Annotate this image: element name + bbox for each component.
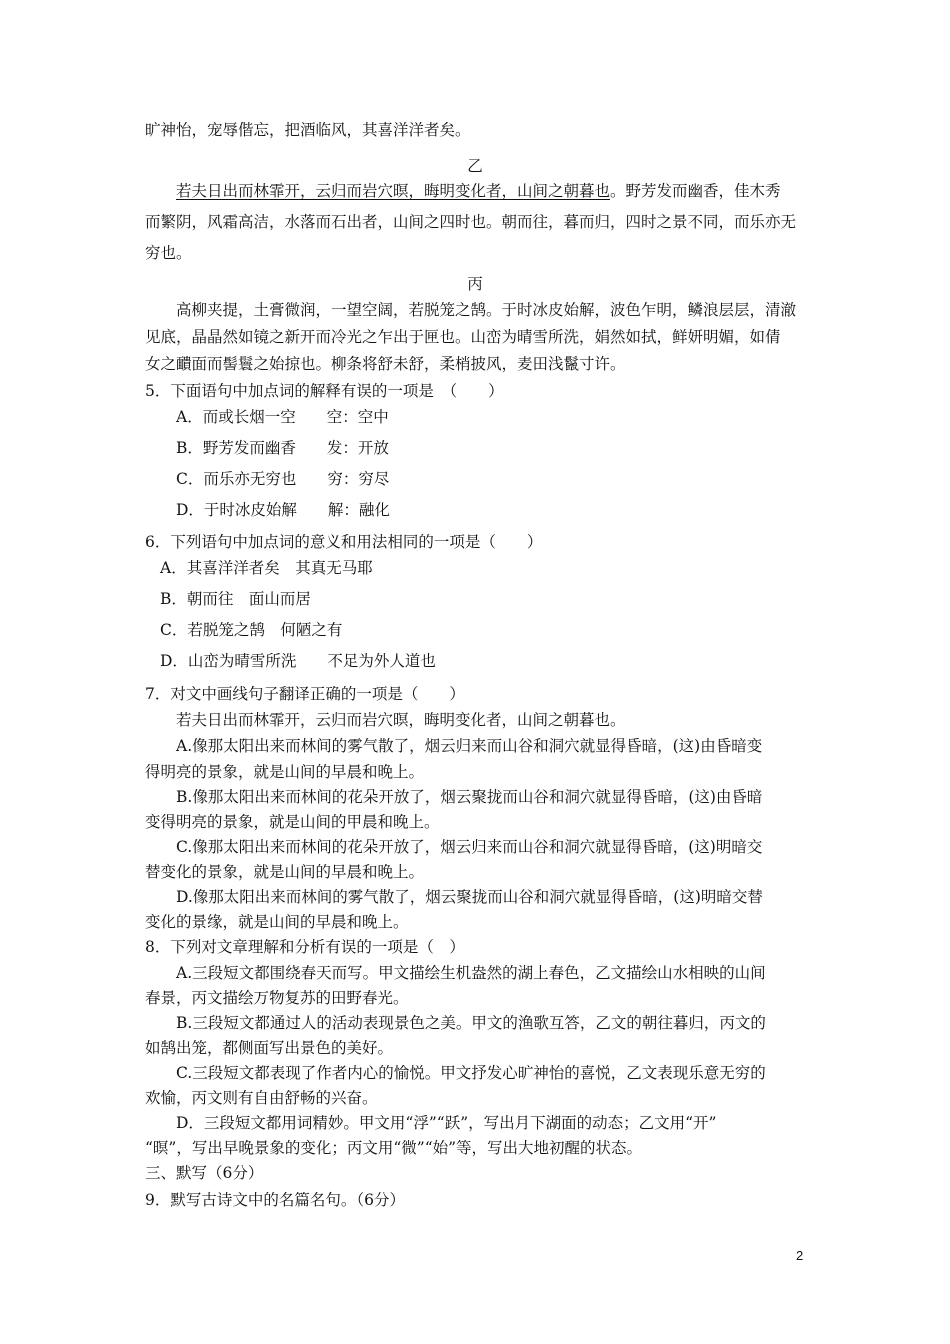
q8-line-7: D．三段短文都用词精妙。甲文用“浮”“跃”，写出月下湖面的动态；乙文用“开” [176, 1114, 717, 1132]
q7-line-1: A.像那太阳出来而林间的雾气散了，烟云归来而山谷和洞穴就显得昏暗，(这)由昏暗变 [176, 737, 763, 755]
passage-yi-title: 乙 [467, 157, 483, 175]
q6-option-a: A．其喜洋洋者矣 其真无马耶 [160, 559, 373, 577]
passage-yi-line-3: 穷也。 [145, 244, 192, 262]
q5-option-b: B．野芳发而幽香 发：开放 [176, 439, 389, 457]
passage-yi-line-2: 而繁阴，风霜高洁，水落而石出者，山间之四时也。朝而往，暮而归，四时之景不同，而乐亦无 [145, 213, 797, 231]
q7-line-8: 变化的景缘，就是山间的早晨和晚上。 [145, 913, 409, 931]
q8-line-8: “暝”，写出早晚景象的变化；丙文用“微”“始”等，写出大地初醒的状态。 [145, 1139, 643, 1157]
q7-line-7: D.像那太阳出来而林间的雾气散了，烟云聚拢而山谷和洞穴就显得昏暗，(这)明暗交替 [176, 888, 763, 906]
q6-option-d: D．山峦为晴雪所洗 不足为外人道也 [160, 652, 436, 670]
page-number: 2 [796, 1248, 804, 1263]
passage-yi-line-1 [176, 181, 781, 201]
q7-line-5: C.像那太阳出来而林间的花朵开放了，烟云归来而山谷和洞穴就显得昏暗，(这)明暗交 [176, 838, 763, 856]
passage-bing-title: 丙 [467, 275, 483, 293]
question-5-stem: 5．下面语句中加点词的解释有误的一项是 （ ） [145, 382, 504, 400]
q7-line-6: 替变化的景象，就是山间的早晨和晚上。 [145, 863, 425, 881]
q8-line-1: A.三段短文都围绕春天而写。甲文描绘生机盎然的湖上春色，乙文描绘山水相映的山间 [176, 964, 766, 982]
q6-option-b: B．朝而往 面山而居 [160, 590, 311, 608]
question-9-stem: 9．默写古诗文中的名篇名句。（6分） [145, 1191, 405, 1209]
q7-line-2: 得明亮的景象，就是山间的早晨和晚上。 [145, 763, 425, 781]
q5-option-c: C．而乐亦无穷也 穷：穷尽 [176, 470, 390, 488]
q7-line-3: B.像那太阳出来而林间的花朵开放了，烟云聚拢而山谷和洞穴就显得昏暗，(这)由昏暗 [176, 788, 763, 806]
q7-quote: 若夫日出而林霏开，云归而岩穴暝，晦明变化者，山间之朝暮也。 [176, 711, 626, 729]
passage-bing-line-1: 高柳夹提，土膏微润，一望空阔，若脱笼之鹄。于时冰皮始解，波色乍明，鳞浪层层，清澈 [176, 301, 797, 319]
q8-line-3: B.三段短文都通过人的活动表现景色之美。甲文的渔歌互答，乙文的朝往暮归，丙文的 [176, 1014, 766, 1032]
q6-option-c: C．若脱笼之鹄 何陋之有 [160, 621, 343, 639]
question-8-stem: 8．下列对文章理解和分析有误的一项是（ ） [145, 938, 465, 956]
q5-option-a: A．而或长烟一空 空：空中 [176, 408, 389, 426]
passage-jia-end: 旷神怡，宠辱偕忘，把酒临风，其喜洋洋者矣。 [145, 121, 471, 139]
passage-bing-line-2: 见底，晶晶然如镜之新开而冷光之乍出于匣也。山峦为晴雪所洗，娟然如拭，鲜妍明媚，如倩 [145, 328, 781, 346]
q8-line-5: C.三段短文都表现了作者内心的愉悦。甲文抒发心旷神怡的喜悦，乙文表现乐意无穷的 [176, 1064, 766, 1082]
q7-line-4: 变得明亮的景象，就是山间的甲晨和晚上。 [145, 813, 440, 831]
q8-line-4: 如鹄出笼，都侧面写出景色的美好。 [145, 1039, 394, 1057]
question-6-stem: 6．下列语句中加点词的意义和用法相同的一项是（ ） [145, 533, 543, 551]
q8-line-2: 春景，丙文描绘万物复苏的田野春光。 [145, 989, 409, 1007]
q5-option-d: D．于时冰皮始解 解：融化 [176, 501, 390, 519]
passage-yi-line-1-rest: 。野芳发而幽香，佳木秀 [610, 182, 781, 200]
underlined-sentence: 若夫日出而林霏开，云归而岩穴暝，晦明变化者，山间之朝暮也 [176, 182, 611, 200]
q8-line-6: 欢愉，丙文则有自由舒畅的兴奋。 [145, 1089, 378, 1107]
passage-bing-line-3: 女之靧面而髻鬟之始掠也。柳条将舒未舒，柔梢披风，麦田浅鬣寸许。 [145, 355, 626, 373]
section-3-heading: 三、默写（6分） [145, 1164, 264, 1182]
question-7-stem: 7．对文中画线句子翻译正确的一项是（ ） [145, 685, 465, 703]
